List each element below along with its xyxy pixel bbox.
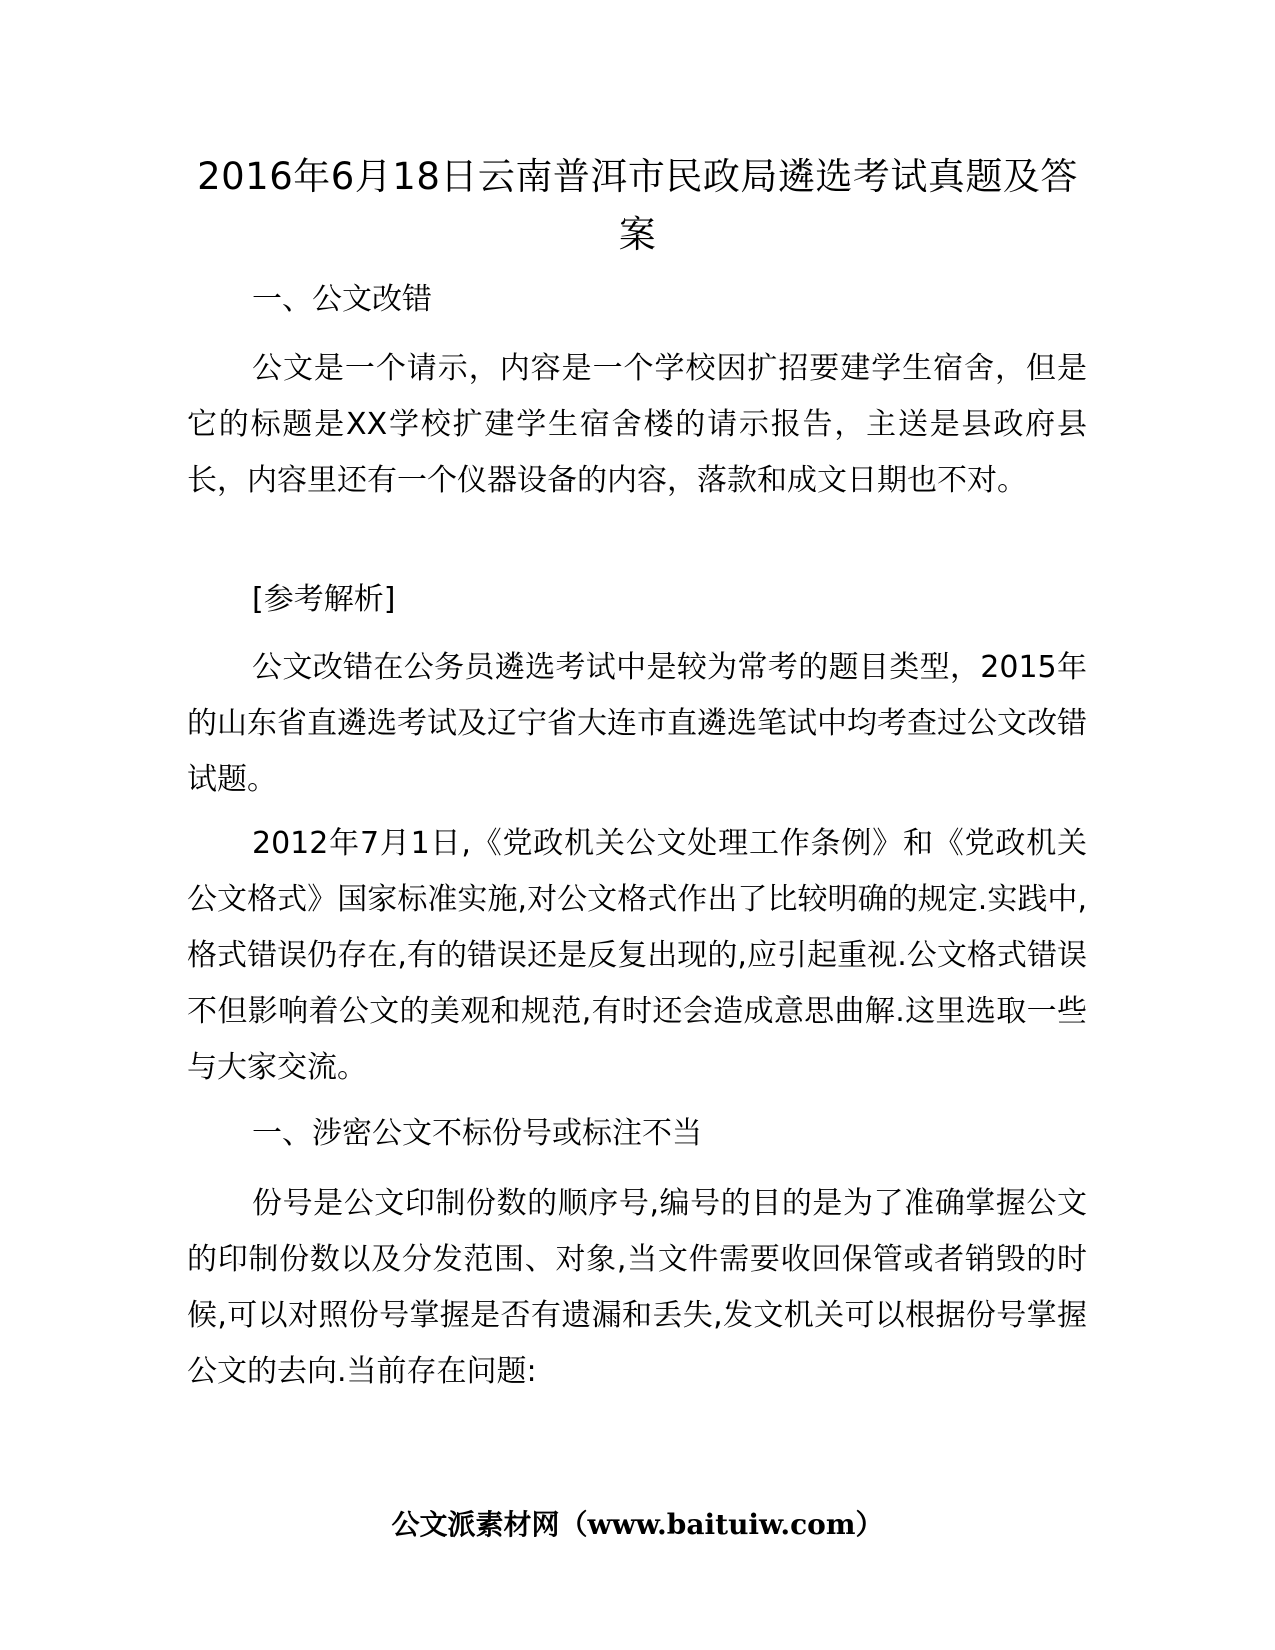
document-title: 2016年6月18日云南普洱市民政局遴选考试真题及答案 (197, 155, 1078, 256)
regulation-paragraph: 2012年7月1日,《党政机关公文处理工作条例》和《党政机关公文格式》国家标准实施,对公文格式作出了比较明确的规定.实践中,格式错误仍存在,有的错误还是反复出现的,应引起重视.公文格式错误不但影响着公文的美观和规范,有时还会造成意思曲解.这里选取一些与大家交流。 (187, 826, 1087, 1085)
reference-analysis-label: [参考解析] (252, 582, 396, 617)
section-heading-copy-number: 一、涉密公文不标份号或标注不当 (252, 1116, 702, 1151)
section-heading-document-correction: 一、公文改错 (252, 282, 432, 317)
footer-watermark: 公文派素材网（www.baituiw.com） (391, 1508, 884, 1541)
analysis-paragraph: 公文改错在公务员遴选考试中是较为常考的题目类型，2015年的山东省直遴选考试及辽宁省大连市直遴选笔试中均考查过公文改错试题。 (187, 650, 1087, 797)
question-paragraph: 公文是一个请示，内容是一个学校因扩招要建学生宿舍，但是它的标题是XX学校扩建学生宿舍楼的请示报告，主送是县政府县长，内容里还有一个仪器设备的内容，落款和成文日期也不对。 (187, 351, 1087, 498)
copy-number-paragraph: 份号是公文印制份数的顺序号,编号的目的是为了准确掌握公文的印制份数以及分发范围、对象,当文件需要收回保管或者销毁的时候,可以对照份号掌握是否有遗漏和丢失,发文机关可以根据份号掌握公文的去向.当前存在问题: (187, 1186, 1087, 1389)
